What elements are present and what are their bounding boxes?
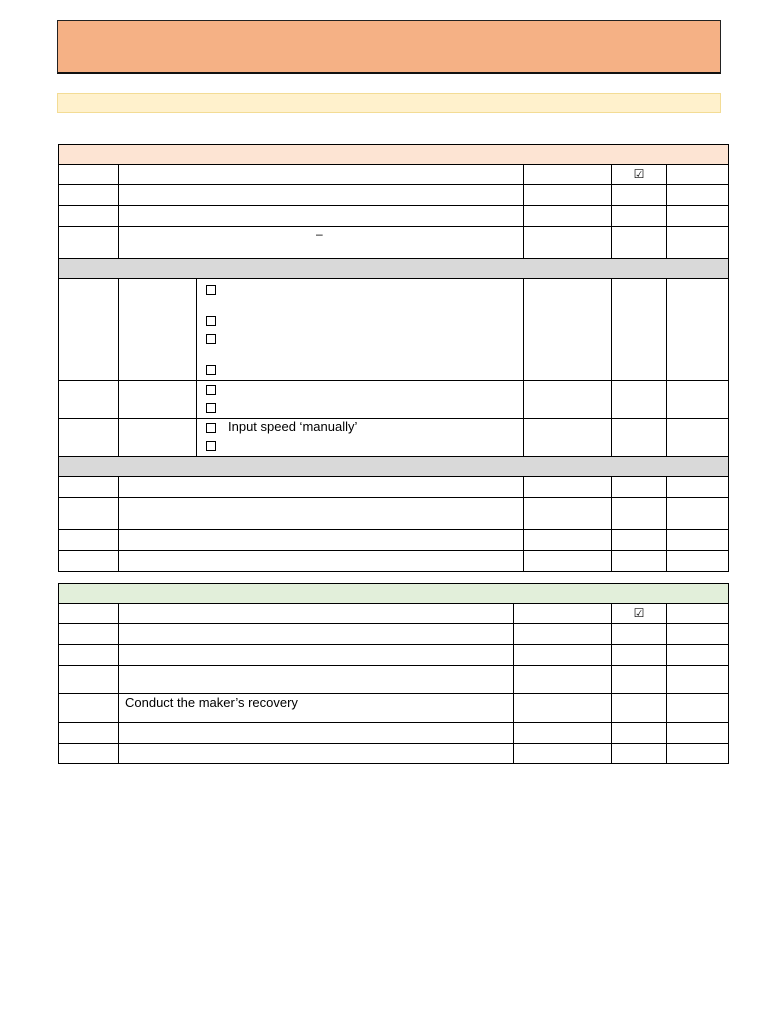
table-row <box>59 723 729 744</box>
table-row <box>59 530 729 551</box>
table-row <box>59 477 729 498</box>
checklist-table-1 <box>58 144 729 572</box>
option-item[interactable]: Input speed ‘manually’ <box>203 420 517 438</box>
document-title-bar <box>57 20 721 74</box>
table-row <box>59 381 729 419</box>
checkbox-icon[interactable] <box>206 334 216 344</box>
table-row <box>59 666 729 694</box>
table-row <box>59 498 729 530</box>
table-row <box>59 624 729 645</box>
table-row <box>59 206 729 227</box>
option-item[interactable] <box>203 400 517 418</box>
options-cell <box>197 419 524 457</box>
checkbox-icon[interactable] <box>206 385 216 395</box>
table-row <box>59 279 729 381</box>
option-item[interactable] <box>203 362 517 380</box>
table-row <box>59 165 729 185</box>
checkbox-icon[interactable] <box>206 403 216 413</box>
table-row <box>59 694 729 723</box>
dash-mark: – <box>316 227 323 241</box>
option-item[interactable] <box>203 313 517 331</box>
options-cell <box>197 381 524 419</box>
option-item[interactable] <box>203 382 517 400</box>
table-row <box>59 604 729 624</box>
section-header-4 <box>59 584 729 604</box>
section-header-3 <box>59 457 729 477</box>
checkbox-icon[interactable] <box>206 365 216 375</box>
checkbox-icon[interactable] <box>206 423 216 433</box>
checkbox-icon[interactable] <box>206 316 216 326</box>
section-header-cell <box>59 457 729 477</box>
checkbox-icon[interactable] <box>206 441 216 451</box>
table-row <box>59 185 729 206</box>
checklist-table-2 <box>58 583 729 764</box>
section-header-cell <box>59 259 729 279</box>
document-subtitle-bar <box>57 93 721 113</box>
checkmark-icon: ☑ <box>633 167 645 181</box>
checkbox-icon[interactable] <box>206 285 216 295</box>
section-header-1 <box>59 145 729 165</box>
table-row <box>59 227 729 259</box>
checkmark-icon: ☑ <box>633 606 645 620</box>
section-header-2 <box>59 259 729 279</box>
option-item[interactable] <box>203 282 517 300</box>
recovery-instruction: Conduct the maker’s recovery <box>125 695 298 710</box>
section-header-cell <box>59 145 729 165</box>
table-row <box>59 551 729 572</box>
table-row <box>59 744 729 764</box>
section-header-cell <box>59 584 729 604</box>
option-item[interactable] <box>203 331 517 349</box>
options-cell <box>197 279 524 381</box>
table-row <box>59 419 729 457</box>
table-row <box>59 645 729 666</box>
option-item[interactable] <box>203 438 517 456</box>
